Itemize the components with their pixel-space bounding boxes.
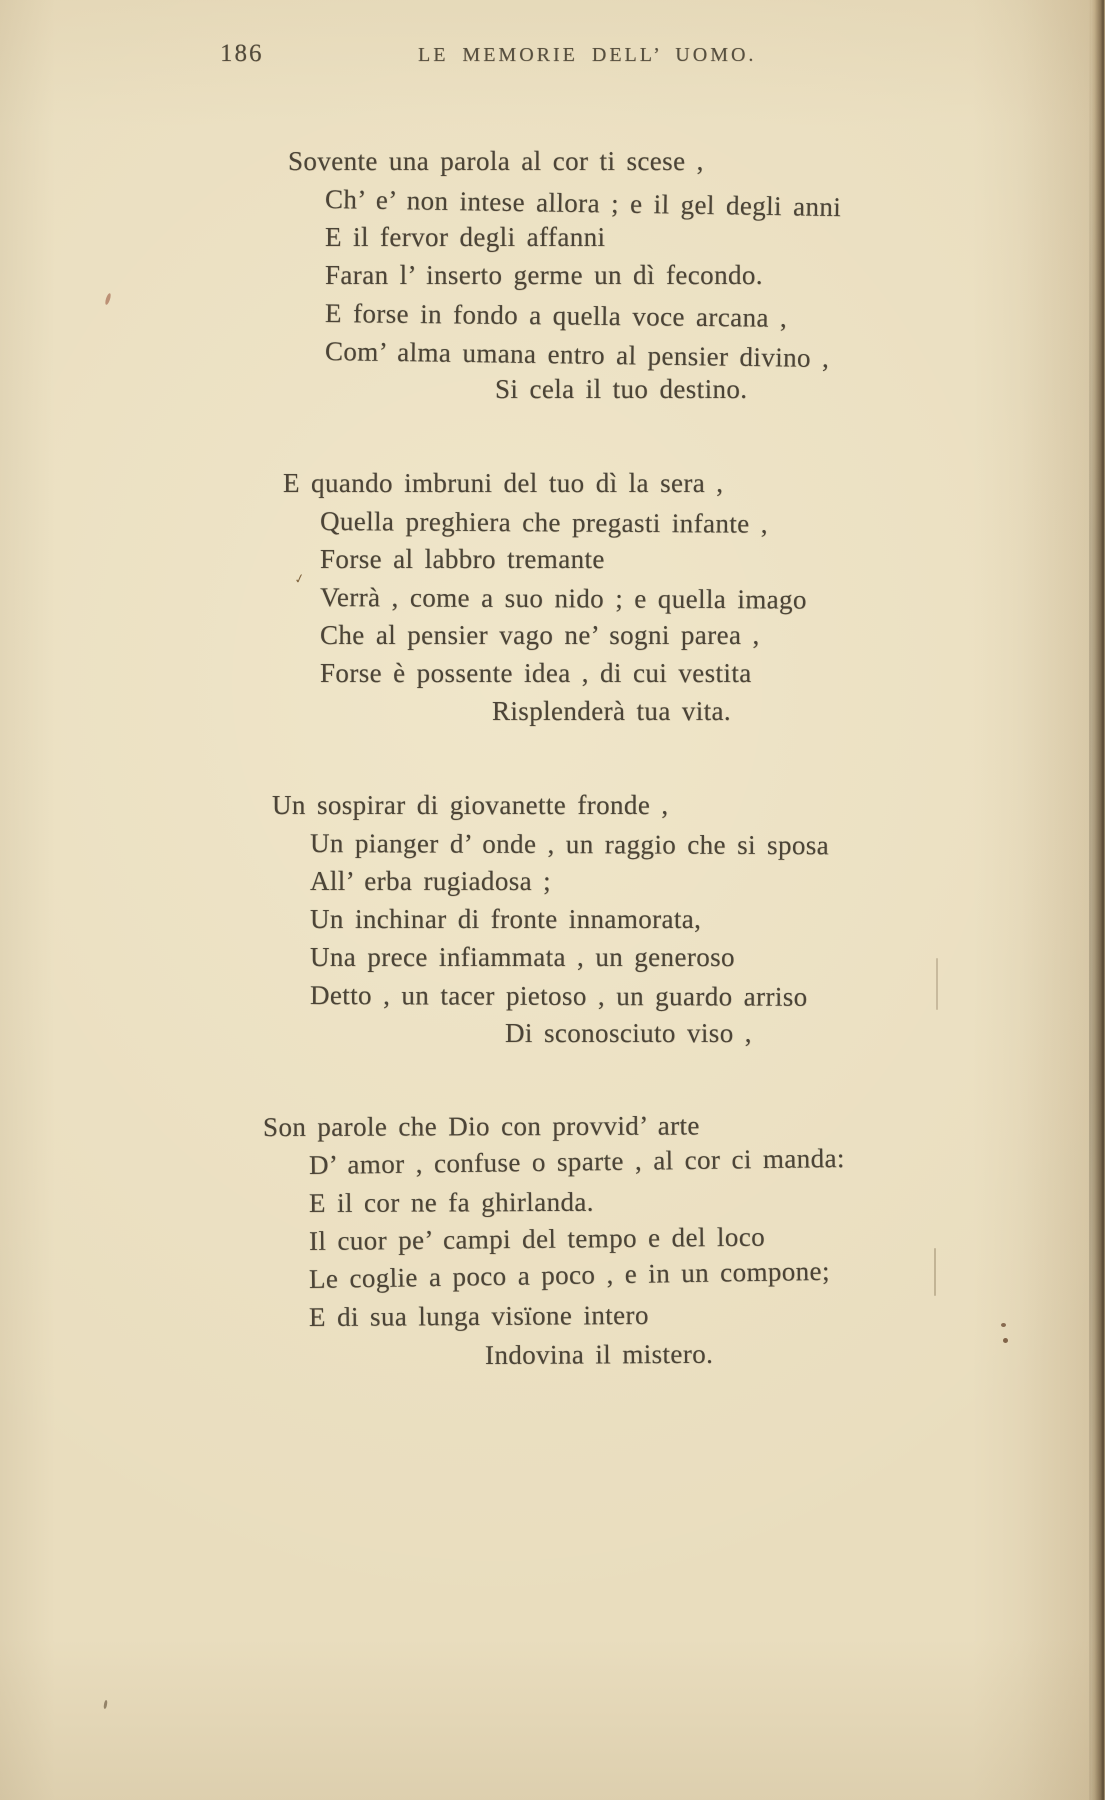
poem-line: Sovente una parola al cor ti scese , xyxy=(288,146,704,176)
poem-line: Ch’ e’ non intese allora ; e il gel degli anni xyxy=(324,184,842,223)
poem-line: Il cuor pe’ campi del tempo e del loco xyxy=(308,1221,766,1256)
poem-line: Una prece infiammata , un generoso xyxy=(310,942,735,972)
poem-line: Faran l’ inserto germe un dì fecondo. xyxy=(325,260,763,290)
stanza-4 xyxy=(263,1108,1003,1374)
poem-line: Indovina il mistero. xyxy=(484,1338,714,1370)
fold-line xyxy=(936,958,938,1010)
page-curvature-shadow xyxy=(1021,0,1091,1800)
poem-line: Forse è possente idea , di cui vestita xyxy=(320,658,752,688)
poem xyxy=(263,142,1003,1430)
ink-speck xyxy=(1001,1323,1006,1327)
poem-line: E quando imbruni del tuo dì la sera , xyxy=(283,468,724,498)
page-number: 186 xyxy=(220,40,264,67)
poem-line: Che al pensier vago ne’ sogni parea , xyxy=(320,620,760,650)
poem-line: Di sconosciuto viso , xyxy=(505,1018,752,1048)
poem-line: Son parole che Dio con provvid’ arte xyxy=(262,1110,700,1142)
fold-line xyxy=(934,1248,936,1296)
poem-line: Risplenderà tua vita. xyxy=(492,696,732,726)
poem-line: Com’ alma umana entro al pensier divino , xyxy=(324,336,830,374)
poem-line: E di sua lunga visïone intero xyxy=(308,1299,649,1332)
stanza-3 xyxy=(263,786,1003,1052)
poem-line: E forse in fondo a quella voce arcana , xyxy=(324,298,788,333)
poem-line: Verrà , come a suo nido ; e quella imago xyxy=(319,582,807,615)
ink-speck xyxy=(1003,1338,1008,1343)
poem-line: Detto , un tacer pietoso , un guardo arriso xyxy=(309,980,808,1012)
poem-line: E il fervor degli affanni xyxy=(325,222,606,252)
poem-line: All’ erba rugiadosa ; xyxy=(310,866,552,896)
poem-line: Forse al labbro tremante xyxy=(320,544,605,574)
poem-line: E il cor ne fa ghirlanda. xyxy=(308,1186,594,1218)
poem-line: Un inchinar di fronte innamorata, xyxy=(310,904,702,934)
stanza-2 xyxy=(263,464,1003,730)
poem-line: Si cela il tuo destino. xyxy=(495,374,748,404)
poem-line: Le coglie a poco a poco , e in un compone; xyxy=(308,1255,831,1294)
poem-line: Un sospirar di giovanette fronde , xyxy=(272,790,669,820)
stanza-1 xyxy=(263,142,1003,408)
check-mark xyxy=(293,573,307,584)
poem-line: D’ amor , confuse o sparte , al cor ci manda: xyxy=(308,1142,845,1180)
stray-pen-mark xyxy=(104,293,112,306)
running-title: LE MEMORIE DELL’ UOMO. xyxy=(418,44,757,66)
poem-line: Quella preghiera che pregasti infante , xyxy=(319,506,768,539)
stray-pen-mark xyxy=(103,1700,108,1709)
poem-line: Un pianger d’ onde , un raggio che si sposa xyxy=(309,828,830,861)
page-edge xyxy=(1089,0,1105,1800)
